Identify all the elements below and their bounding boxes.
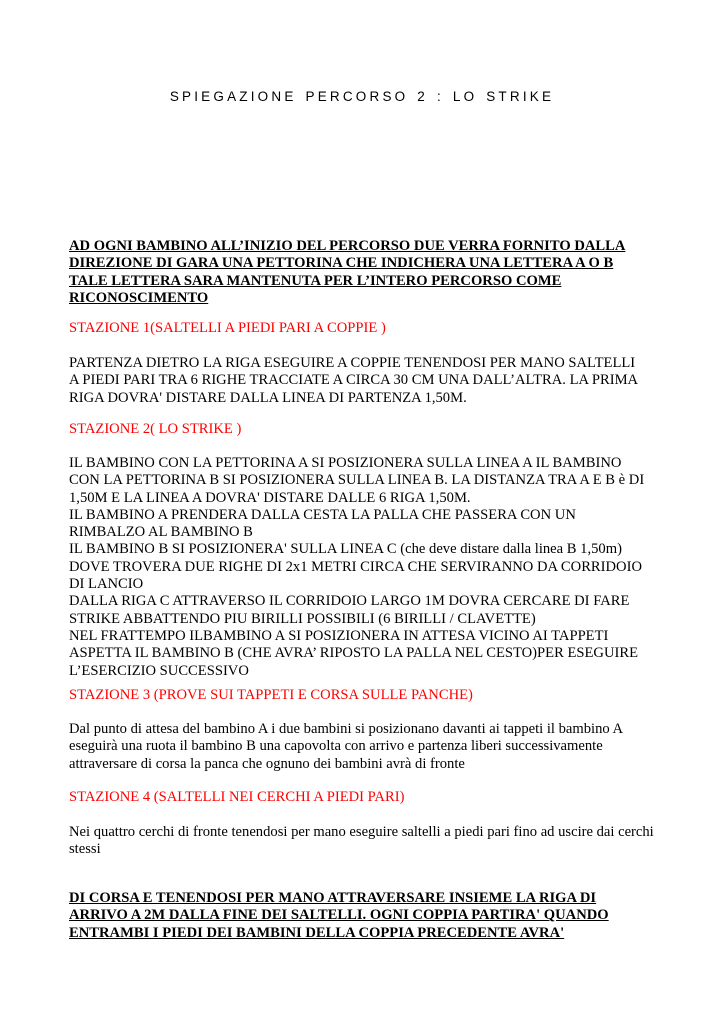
station-3-body bbox=[69, 721, 664, 773]
outro-line: ARRIVO A 2M DALLA FINE DEI SALTELLI. OGNI COPPIA PARTIRA' QUANDO bbox=[69, 907, 609, 924]
station-3-heading: STAZIONE 3 (PROVE SUI TAPPETI E CORSA SULLE PANCHE) bbox=[69, 687, 473, 703]
station-4-body bbox=[69, 824, 664, 859]
body-line: DALLA RIGA C ATTRAVERSO IL CORRIDOIO LARGO 1M DOVRA CERCARE DI FARE bbox=[69, 593, 630, 610]
body-line: PARTENZA DIETRO LA RIGA ESEGUIRE A COPPIE TENENDOSI PER MANO SALTELLI bbox=[69, 355, 636, 371]
body-line: eseguirà una ruota il bambino B una capovolta con arrivo e partenza liberi successivamente bbox=[69, 738, 603, 755]
body-line: stessi bbox=[69, 841, 101, 858]
body-line: Dal punto di attesa del bambino A i due bambini si posizionano davanti ai tappeti il bambino A bbox=[69, 721, 624, 737]
body-line: DOVE TROVERA DUE RIGHE DI 2x1 METRI CIRCA CHE SERVIRANNO DA CORRIDOIO bbox=[69, 558, 642, 575]
station-4-heading: STAZIONE 4 (SALTELLI NEI CERCHI A PIEDI PARI) bbox=[69, 789, 405, 805]
body-line: IL BAMBINO A PRENDERA DALLA CESTA LA PALLA CHE PASSERA CON UN bbox=[69, 506, 576, 523]
body-line: NEL FRATTEMPO ILBAMBINO A SI POSIZIONERA IN ATTESA VICINO AI TAPPETI bbox=[69, 627, 609, 644]
body-line: RIMBALZO AL BAMBINO B bbox=[69, 524, 253, 541]
body-line: ASPETTA IL BAMBINO B (CHE AVRA’ RIPOSTO LA PALLA NEL CESTO)PER ESEGUIRE bbox=[69, 645, 638, 662]
intro-line: TALE LETTERA SARA MANTENUTA PER L’INTERO PERCORSO COME bbox=[69, 272, 562, 289]
intro-line: RICONOSCIMENTO bbox=[69, 289, 209, 306]
body-line: L’ESERCIZIO SUCCESSIVO bbox=[69, 662, 249, 679]
body-line: A PIEDI PARI TRA 6 RIGHE TRACCIATE A CIRCA 30 CM UNA DALL’ALTRA. LA PRIMA bbox=[69, 372, 639, 389]
body-line: CON LA PETTORINA B SI POSIZIONERA SULLA LINEA B. LA DISTANZA TRA A E B è DI bbox=[69, 472, 645, 489]
intro-paragraph bbox=[69, 238, 664, 307]
station-1-heading: STAZIONE 1(SALTELLI A PIEDI PARI A COPPIE ) bbox=[69, 320, 386, 336]
body-line: Nei quattro cerchi di fronte tenendosi per mano eseguire saltelli a piedi pari fino ad uscire dai cerchi bbox=[69, 824, 654, 840]
body-line: RIGA DOVRA' DISTARE DALLA LINEA DI PARTENZA 1,50M. bbox=[69, 389, 467, 406]
page-title: SPIEGAZIONE PERCORSO 2 : LO STRIKE bbox=[169, 89, 555, 104]
body-line: IL BAMBINO CON LA PETTORINA A SI POSIZIONERA SULLA LINEA A IL BAMBINO bbox=[69, 455, 622, 471]
body-line: STRIKE ABBATTENDO PIU BIRILLI POSSIBILI (6 BIRILLI / CLAVETTE) bbox=[69, 610, 536, 627]
station-1-body bbox=[69, 355, 664, 407]
outro-paragraph bbox=[69, 890, 664, 942]
body-line: 1,50M E LA LINEA A DOVRA' DISTARE DALLE 6 RIGA 1,50M. bbox=[69, 489, 471, 506]
station-2-body bbox=[69, 455, 664, 680]
outro-line: ENTRAMBI I PIEDI DEI BAMBINI DELLA COPPIA PRECEDENTE AVRA' bbox=[69, 924, 565, 941]
intro-line: AD OGNI BAMBINO ALL’INIZIO DEL PERCORSO DUE VERRA FORNITO DALLA bbox=[69, 238, 626, 254]
intro-line: DIREZIONE DI GARA UNA PETTORINA CHE INDICHERA UNA LETTERA A O B bbox=[69, 255, 614, 272]
outro-line: DI CORSA E TENENDOSI PER MANO ATTRAVERSARE INSIEME LA RIGA DI bbox=[69, 890, 597, 906]
body-line: attraversare di corsa la panca che ognuno dei bambini avrà di fronte bbox=[69, 755, 465, 772]
body-line: DI LANCIO bbox=[69, 576, 144, 593]
body-line: IL BAMBINO B SI POSIZIONERA' SULLA LINEA C (che deve distare dalla linea B 1,50m) bbox=[69, 541, 622, 558]
station-2-heading: STAZIONE 2( LO STRIKE ) bbox=[69, 421, 242, 437]
